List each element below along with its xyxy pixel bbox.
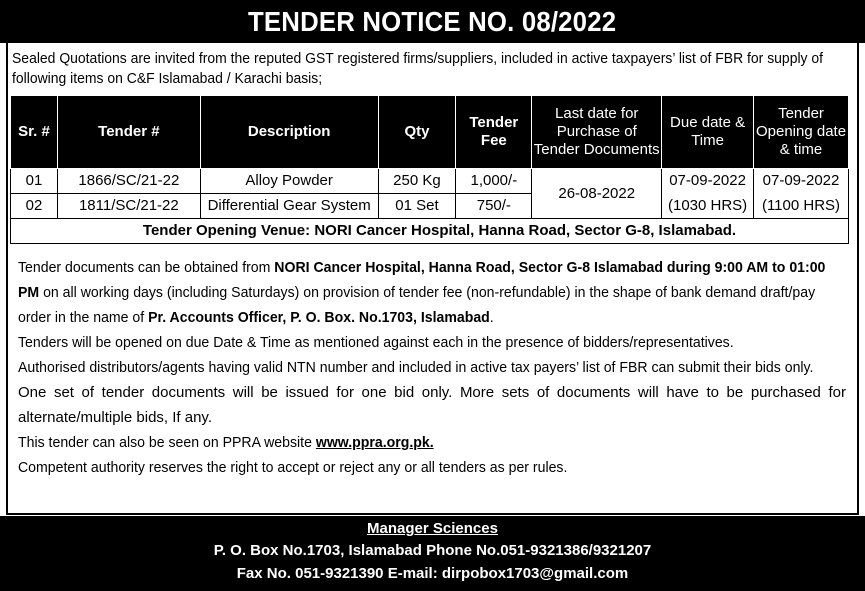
venue-text: Tender Opening Venue: NORI Cancer Hospital, Hanna Road, Sector G-8, Islamabad.	[11, 219, 849, 244]
documents-line-1	[18, 255, 825, 280]
footer-address-phone: P. O. Box No.1703, Islamabad Phone No.051-9321386/9321207	[213, 542, 652, 559]
body-paragraph-documents	[18, 255, 846, 330]
documents-period: .	[489, 309, 494, 326]
header-due-date: Due date & Time	[662, 96, 754, 169]
documents-officer: Pr. Accounts Officer, P. O. Box. No.1703, Islamabad	[148, 309, 490, 326]
cell-description: Differential Gear System	[200, 194, 378, 219]
cell-qty: 01 Set	[378, 194, 456, 219]
header-tender-no: Tender #	[57, 96, 200, 169]
table-header-row	[11, 96, 849, 169]
ppra-text: This tender can also be seen on PPRA website	[18, 434, 316, 451]
header-qty: Qty	[378, 96, 456, 169]
header-description: Description	[200, 96, 378, 169]
header-opening: Tender Opening date & time	[754, 96, 849, 169]
notice-title	[0, 0, 865, 43]
documents-order: order in the name of	[18, 309, 149, 326]
ppra-line	[18, 430, 434, 455]
cell-tender-no: 1811/SC/21-22	[57, 194, 200, 219]
documents-days: on all working days (including Saturdays) on provision of tender fee (non-refundable) in the shape of bank demand draft/pay	[39, 284, 816, 301]
cell-last-date: 26-08-2022	[532, 169, 662, 219]
cell-sr: 01	[11, 169, 58, 194]
body-paragraph-sets: One set of tender documents will be issued for one bid only. More sets of documents will have to be purchased for alternate/multiple bids, If any.	[18, 384, 846, 426]
header-sr: Sr. #	[11, 96, 58, 169]
intro-line-2: following items on C&F Islamabad / Karachi basis;	[12, 70, 323, 87]
intro-paragraph	[12, 49, 857, 89]
cell-due-time: (1030 HRS)	[662, 194, 754, 219]
tender-table	[10, 95, 849, 244]
cell-qty: 250 Kg	[378, 169, 456, 194]
ppra-link[interactable]: www.ppra.org.pk.	[315, 434, 434, 451]
cell-opening-time: (1100 HRS)	[754, 194, 849, 219]
documents-location: NORI Cancer Hospital, Hanna Road, Sector G-8 Islamabad during 9:00 AM to 01:00	[274, 259, 826, 276]
cell-description: Alloy Powder	[200, 169, 378, 194]
body-paragraph-distributors	[18, 355, 846, 380]
cell-sr: 02	[11, 194, 58, 219]
body-paragraph-authority	[18, 455, 846, 480]
footer-fax-email: Fax No. 051-9321390 E-mail: dirpobox1703@gmail.com	[236, 565, 629, 582]
cell-fee: 1,000/-	[456, 169, 532, 194]
notice-title-text: TENDER NOTICE NO. 08/2022	[248, 6, 617, 37]
cell-tender-no: 1866/SC/21-22	[57, 169, 200, 194]
header-fee: Tender Fee	[456, 96, 532, 169]
footer-office: Manager Sciences	[367, 520, 498, 537]
cell-opening-date: 07-09-2022	[754, 169, 849, 194]
documents-line-2	[18, 280, 815, 305]
header-last-date: Last date for Purchase of Tender Documents	[532, 96, 662, 169]
body-paragraph-ppra	[18, 430, 846, 455]
authority-text: Competent authority reserves the right to accept or reject any or all tenders as per rules.	[18, 459, 568, 476]
documents-intro: Tender documents can be obtained from	[18, 259, 275, 276]
distributors-text: Authorised distributors/agents having valid NTN number and included in active tax payers’ list of FBR can submit their bids only.	[18, 359, 814, 376]
documents-pm: PM	[18, 284, 40, 301]
body-paragraph-opening	[18, 330, 846, 355]
opening-text: Tenders will be opened on due Date & Time as mentioned against each in the presence of bidders/representatives.	[18, 334, 734, 351]
intro-line-1: Sealed Quotations are invited from the reputed GST registered firms/suppliers, included in active taxpayers’ list of FBR for supply of	[12, 50, 824, 67]
documents-line-3	[18, 305, 494, 330]
cell-due-date: 07-09-2022	[662, 169, 754, 194]
notice-body	[18, 255, 846, 480]
venue-row	[11, 219, 849, 244]
table-row	[11, 169, 849, 194]
table-row	[11, 194, 849, 219]
contact-footer	[0, 516, 865, 591]
cell-fee: 750/-	[456, 194, 532, 219]
